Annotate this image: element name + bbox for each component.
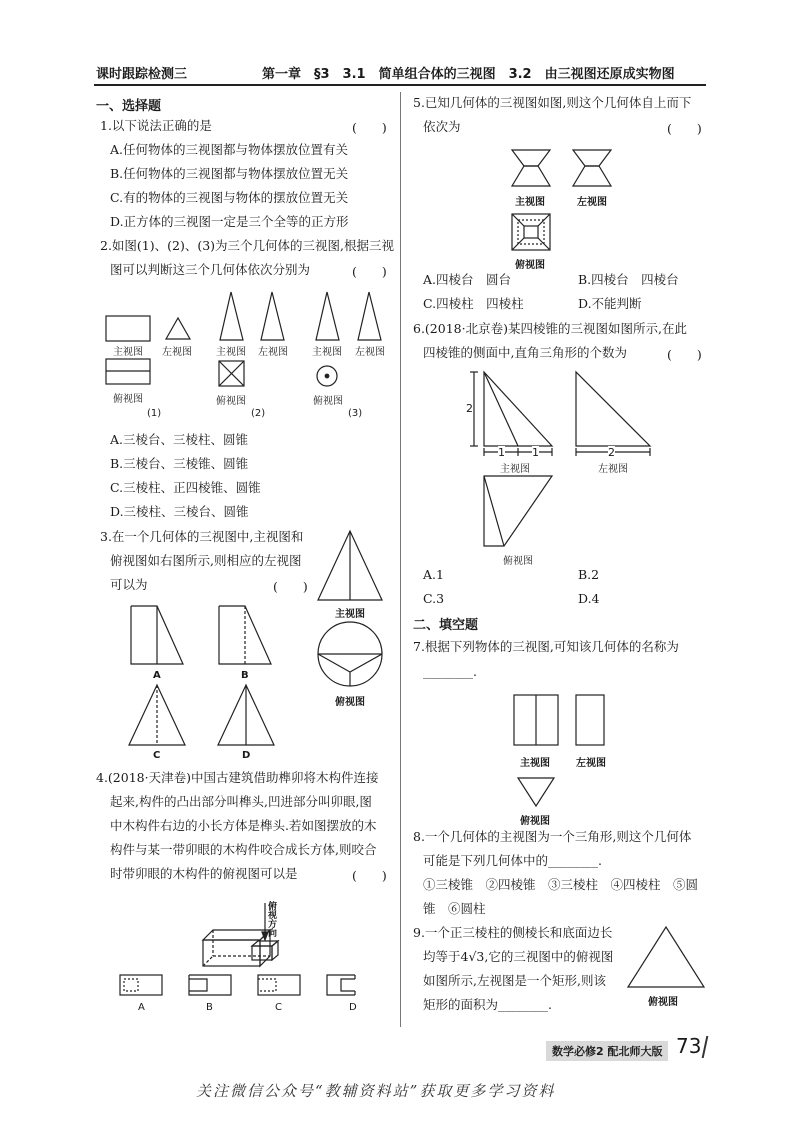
q6-dim-height: 2 [466, 402, 473, 415]
q7-front-label: 主视图 [520, 758, 550, 769]
q2-fig1-number: (1) [147, 408, 162, 419]
q6-option-a: A.1 [423, 567, 444, 582]
q4-line-1: 4.(2018·天津卷)中国古建筑借助榫卯将木构件连接 [96, 770, 379, 785]
q3-line-1: 3.在一个几何体的三视图中,主视图和 [100, 529, 304, 544]
q5-front-label: 主视图 [515, 197, 545, 208]
q6-front-label: 主视图 [500, 464, 530, 475]
q6-dim-width-1: 1 [498, 446, 505, 459]
q5-line-2: 依次为 [423, 119, 461, 134]
q8-line-3: ①三棱锥 ②四棱锥 ③三棱柱 ④四棱柱 ⑤圆 [423, 877, 699, 892]
q7-line-2: ________. [423, 664, 477, 679]
footer-note: 关注微信公众号“教辅资料站”获取更多学习资料 [196, 1082, 556, 1100]
q9-line-4: 矩形的面积为________. [423, 997, 552, 1012]
q6-left-label: 左视图 [598, 464, 628, 475]
q2-option-c: C.三棱柱、正四棱锥、圆锥 [110, 480, 261, 495]
section-choice: 一、选择题 [96, 99, 162, 114]
q4-choice-c: C [275, 1002, 282, 1013]
q6-top-label: 俯视图 [503, 556, 533, 567]
q3-choice-d: D [242, 750, 251, 761]
q1-option-d: D.正方体的三视图一定是三个全等的正方形 [110, 214, 349, 229]
q6-dim-width-2: 1 [532, 446, 539, 459]
q2-option-d: D.三棱柱、三棱台、圆锥 [110, 504, 249, 519]
q7-left-label: 左视图 [576, 758, 606, 769]
q2-stem-2: 图可以判断这三个几何体依次分别为 [110, 262, 311, 277]
q2-fig1-left-label: 左视图 [162, 347, 192, 358]
q4-answer-paren: ( ) [352, 868, 387, 883]
q5-answer-paren: ( ) [667, 121, 702, 136]
q2-fig2-front-label: 主视图 [216, 347, 246, 358]
q4-line-2: 起来,构件的凸出部分叫榫头,凹进部分叫卯眼,图 [110, 794, 372, 809]
q6-answer-paren: ( ) [667, 347, 702, 362]
q2-fig3-front-label: 主视图 [312, 347, 342, 358]
q9-top-view [628, 927, 704, 987]
q5-option-a: A.四棱台 圆台 [423, 272, 512, 287]
q2-fig2-left-label: 左视图 [258, 347, 288, 358]
q8-line-2: 可能是下列几何体中的________. [423, 853, 602, 868]
q2-fig3-top-label: 俯视图 [313, 396, 343, 407]
q6-option-b: B.2 [578, 567, 600, 582]
q2-fig2-number: (2) [251, 408, 266, 419]
q6-option-c: C.3 [423, 591, 445, 606]
header-left: 课时跟踪检测三 [96, 67, 188, 82]
q3-line-3: 可以为 [110, 577, 148, 592]
q3-line-2: 俯视图如右图所示,则相应的左视图 [110, 553, 302, 568]
footer-book: 数学必修2 配北师大版 [546, 1041, 668, 1061]
q2-fig3-number: (3) [348, 408, 363, 419]
header-right: 第一章 §3 3.1 简单组合体的三视图 3.2 由三视图还原成实物图 [262, 67, 675, 82]
q5-line-1: 5.已知几何体的三视图如图,则这个几何体自上而下 [413, 95, 692, 110]
q4-choice-d: D [349, 1002, 357, 1013]
q2-option-b: B.三棱台、三棱锥、圆锥 [110, 456, 249, 471]
q1-option-c: C.有的物体的三视图与物体的摆放位置无关 [110, 190, 349, 205]
q1-option-b: B.任何物体的三视图都与物体摆放位置无关 [110, 166, 349, 181]
q2-fig1-top-label: 俯视图 [113, 394, 143, 405]
q3-front-label: 主视图 [335, 609, 365, 620]
q6-option-d: D.4 [578, 591, 600, 606]
q4-line-5: 时带卯眼的木构件的俯视图可以是 [110, 866, 298, 881]
q4-line-3: 中木构件右边的小长方体是榫头.若如图摆放的木 [110, 818, 377, 833]
q3-answer-paren: ( ) [273, 579, 308, 594]
q2-answer-paren: ( ) [352, 264, 387, 279]
q3-choice-a: A [153, 670, 161, 681]
page-number: 73 [676, 1034, 702, 1058]
q6-dim-left-width: 2 [608, 446, 615, 459]
q9-line-3: 如图所示,左视图是一个矩形,则该 [423, 973, 606, 988]
q7-line-1: 7.根据下列物体的三视图,可知该几何体的名称为 [413, 639, 679, 654]
q5-option-b: B.四棱台 四棱台 [578, 272, 679, 287]
section-fill: 二、填空题 [413, 618, 479, 633]
q6-line-1: 6.(2018·北京卷)某四棱锥的三视图如图所示,在此 [413, 321, 687, 336]
q4-line-4: 构件与某一带卯眼的木构件咬合成长方体,则咬合 [110, 842, 377, 857]
q3-choice-b: B [241, 670, 249, 681]
q3-top-label: 俯视图 [335, 697, 365, 708]
q2-fig1-front-label: 主视图 [113, 347, 143, 358]
q1-stem: 1.以下说法正确的是 [100, 118, 212, 133]
q2-fig2-top-label: 俯视图 [216, 396, 246, 407]
q4-choice-b: B [206, 1002, 213, 1013]
q2-fig3-left-label: 左视图 [355, 347, 385, 358]
q4-view-direction-label: 俯视方向 [268, 902, 278, 939]
q1-option-a: A.任何物体的三视图都与物体摆放位置有关 [110, 142, 349, 157]
q5-option-d: D.不能判断 [578, 296, 642, 311]
q8-line-4: 锥 ⑥圆柱 [423, 901, 486, 916]
q9-top-label: 俯视图 [648, 997, 678, 1008]
q5-top-label: 俯视图 [515, 260, 545, 271]
q5-option-c: C.四棱柱 四棱柱 [423, 296, 524, 311]
q9-line-2: 均等于4√3,它的三视图中的俯视图 [423, 949, 614, 964]
q2-stem-1: 2.如图(1)、(2)、(3)为三个几何体的三视图,根据三视 [100, 238, 395, 253]
q7-top-label: 俯视图 [520, 816, 550, 827]
q8-line-1: 8.一个几何体的主视图为一个三角形,则这个几何体 [413, 829, 692, 844]
q1-answer-paren: ( ) [352, 120, 387, 135]
q2-option-a: A.三棱台、三棱柱、圆锥 [110, 432, 249, 447]
q6-line-2: 四棱锥的侧面中,直角三角形的个数为 [423, 345, 627, 360]
q3-choice-c: C [153, 750, 161, 761]
q9-line-1: 9.一个正三棱柱的侧棱长和底面边长 [413, 925, 613, 940]
q4-choice-a: A [138, 1002, 145, 1013]
q5-left-label: 左视图 [577, 197, 607, 208]
